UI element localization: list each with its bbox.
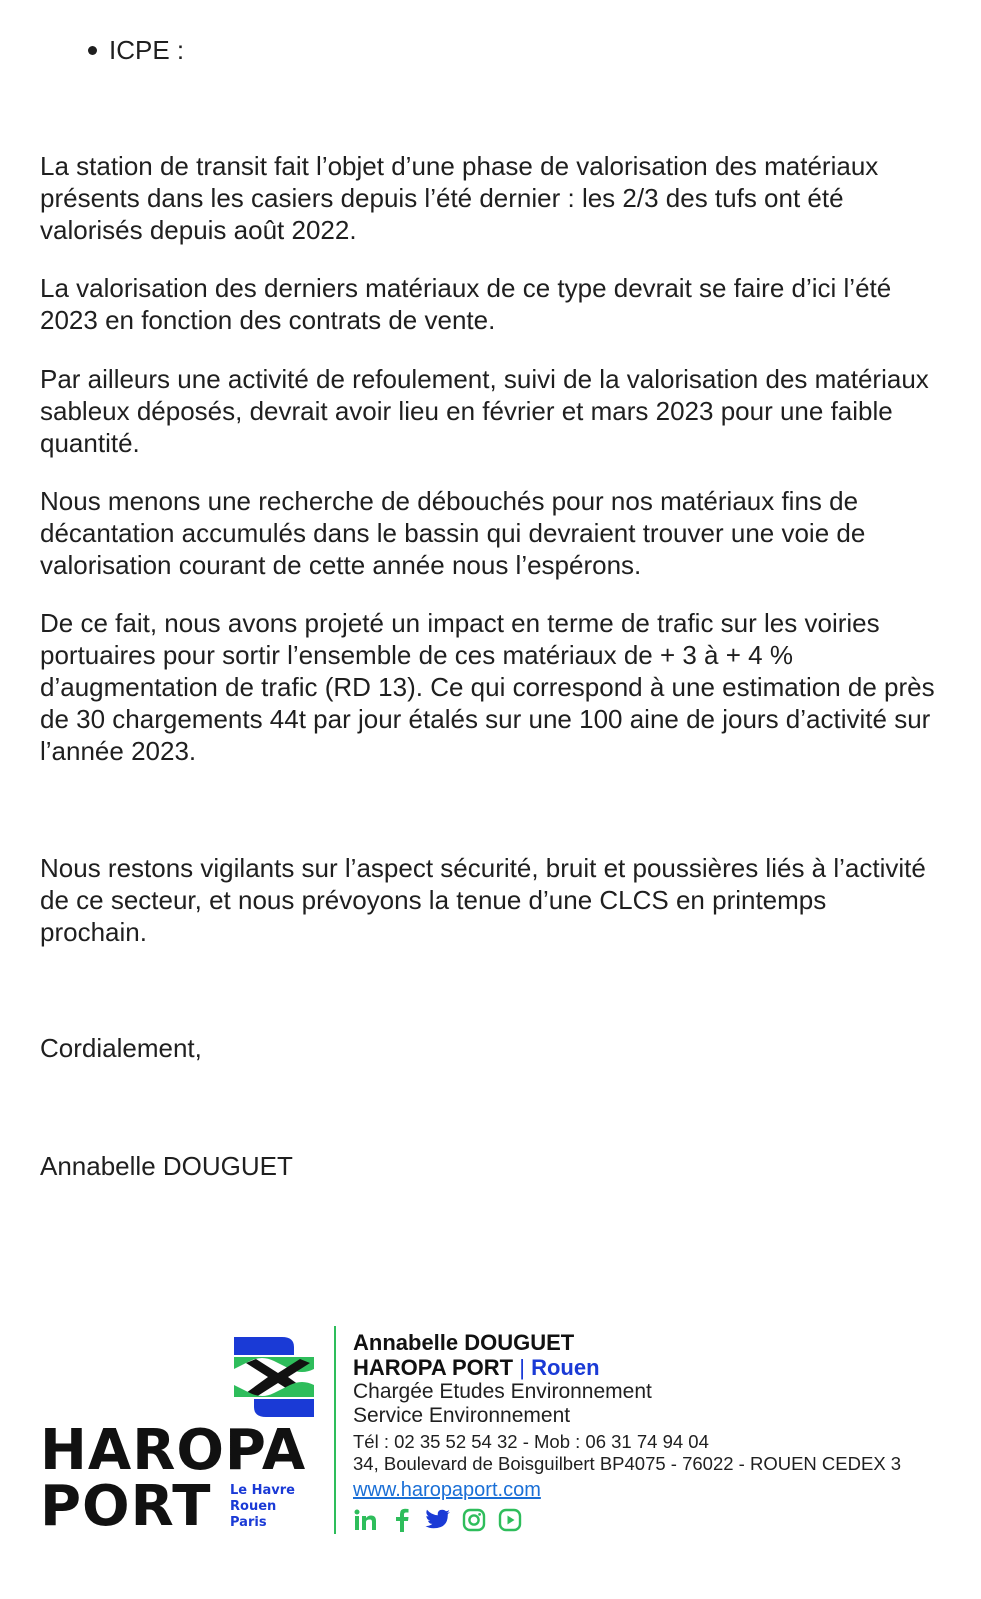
signature-org: [353, 1355, 973, 1380]
signature-org-name: HAROPA PORT: [353, 1355, 514, 1380]
paragraph-station-transit: La station de transit fait l’objet d’une phase de valorisation des matériaux présents dans les casiers depuis l’été dernier : les 2/3 des tufs ont été valorisés depuis août 2022.: [40, 151, 879, 245]
closing-greeting: Cordialement,: [40, 1033, 202, 1063]
logo-city-paris: Paris: [230, 1515, 267, 1530]
paragraph-debouches: Nous menons une recherche de débouchés pour nos matériaux fins de décantation accumulés dans le bassin qui devraient trouver une voie de valorisation courant de cette année nous l’espérons.: [40, 486, 866, 580]
social-links: [353, 1507, 973, 1533]
logo-city-le-havre: Le Havre: [230, 1483, 295, 1498]
paragraph-trafic: De ce fait, nous avons projeté un impact en terme de trafic sur les voiries portuaires pour sortir l’ensemble de ces matériaux de + 3 à + 4 % d’augmentation de trafic (RD 13). Ce qui correspond à une estimation de près de 30 chargements 44t par jour étalés sur une 100 aine de jours d’activité sur l’année 2023.: [40, 608, 935, 766]
paragraph-refoulement: Par ailleurs une activité de refoulement, suivi de la valorisation des matériaux sableux déposés, devrait avoir lieu en février et mars 2023 pour une faible quantité.: [40, 364, 929, 458]
sender-name: Annabelle DOUGUET: [40, 1151, 293, 1181]
signature-role: Chargée Etudes Environnement: [353, 1380, 652, 1403]
youtube-icon[interactable]: [497, 1507, 523, 1533]
twitter-icon[interactable]: [425, 1507, 451, 1533]
paragraph-valorisation: La valorisation des derniers matériaux de ce type devrait se faire d’ici l’été 2023 en fonction des contrats de vente.: [40, 273, 892, 335]
website-link[interactable]: www.haropaport.com: [353, 1479, 541, 1501]
logo-city-rouen: Rouen: [230, 1499, 277, 1514]
signature-service: Service Environnement: [353, 1404, 571, 1427]
signature-org-separator: |: [519, 1355, 525, 1380]
signature-org-city: Rouen: [531, 1355, 600, 1380]
bullet-dot: [88, 46, 97, 55]
bullet-text: ICPE :: [109, 35, 185, 65]
logo-word-port: PORT: [40, 1474, 212, 1539]
facebook-icon[interactable]: [389, 1507, 415, 1533]
instagram-icon[interactable]: [461, 1507, 487, 1533]
paragraph-vigilance: Nous restons vigilants sur l’aspect sécurité, bruit et poussières liés à l’activité de ce secteur, et nous prévoyons la tenue d’une CLCS en printemps prochain.: [40, 853, 926, 947]
haropa-logo-mark-icon: [232, 1335, 316, 1419]
signature-name: Annabelle DOUGUET: [353, 1330, 575, 1355]
signature-address: 34, Boulevard de Boisguilbert BP4075 - 76022 - ROUEN CEDEX 3: [353, 1453, 902, 1474]
bullet-item-icpe: [88, 34, 184, 66]
linkedin-icon[interactable]: [353, 1507, 379, 1533]
signature-divider: [334, 1326, 336, 1534]
logo-word-haropa: HAROPA: [40, 1418, 307, 1483]
signature-details: [353, 1330, 973, 1533]
signature-phone: Tél : 02 35 52 54 32 - Mob : 06 31 74 94 04: [353, 1431, 709, 1452]
haropa-port-logo: [40, 1335, 320, 1539]
logo-cities: [230, 1483, 295, 1531]
